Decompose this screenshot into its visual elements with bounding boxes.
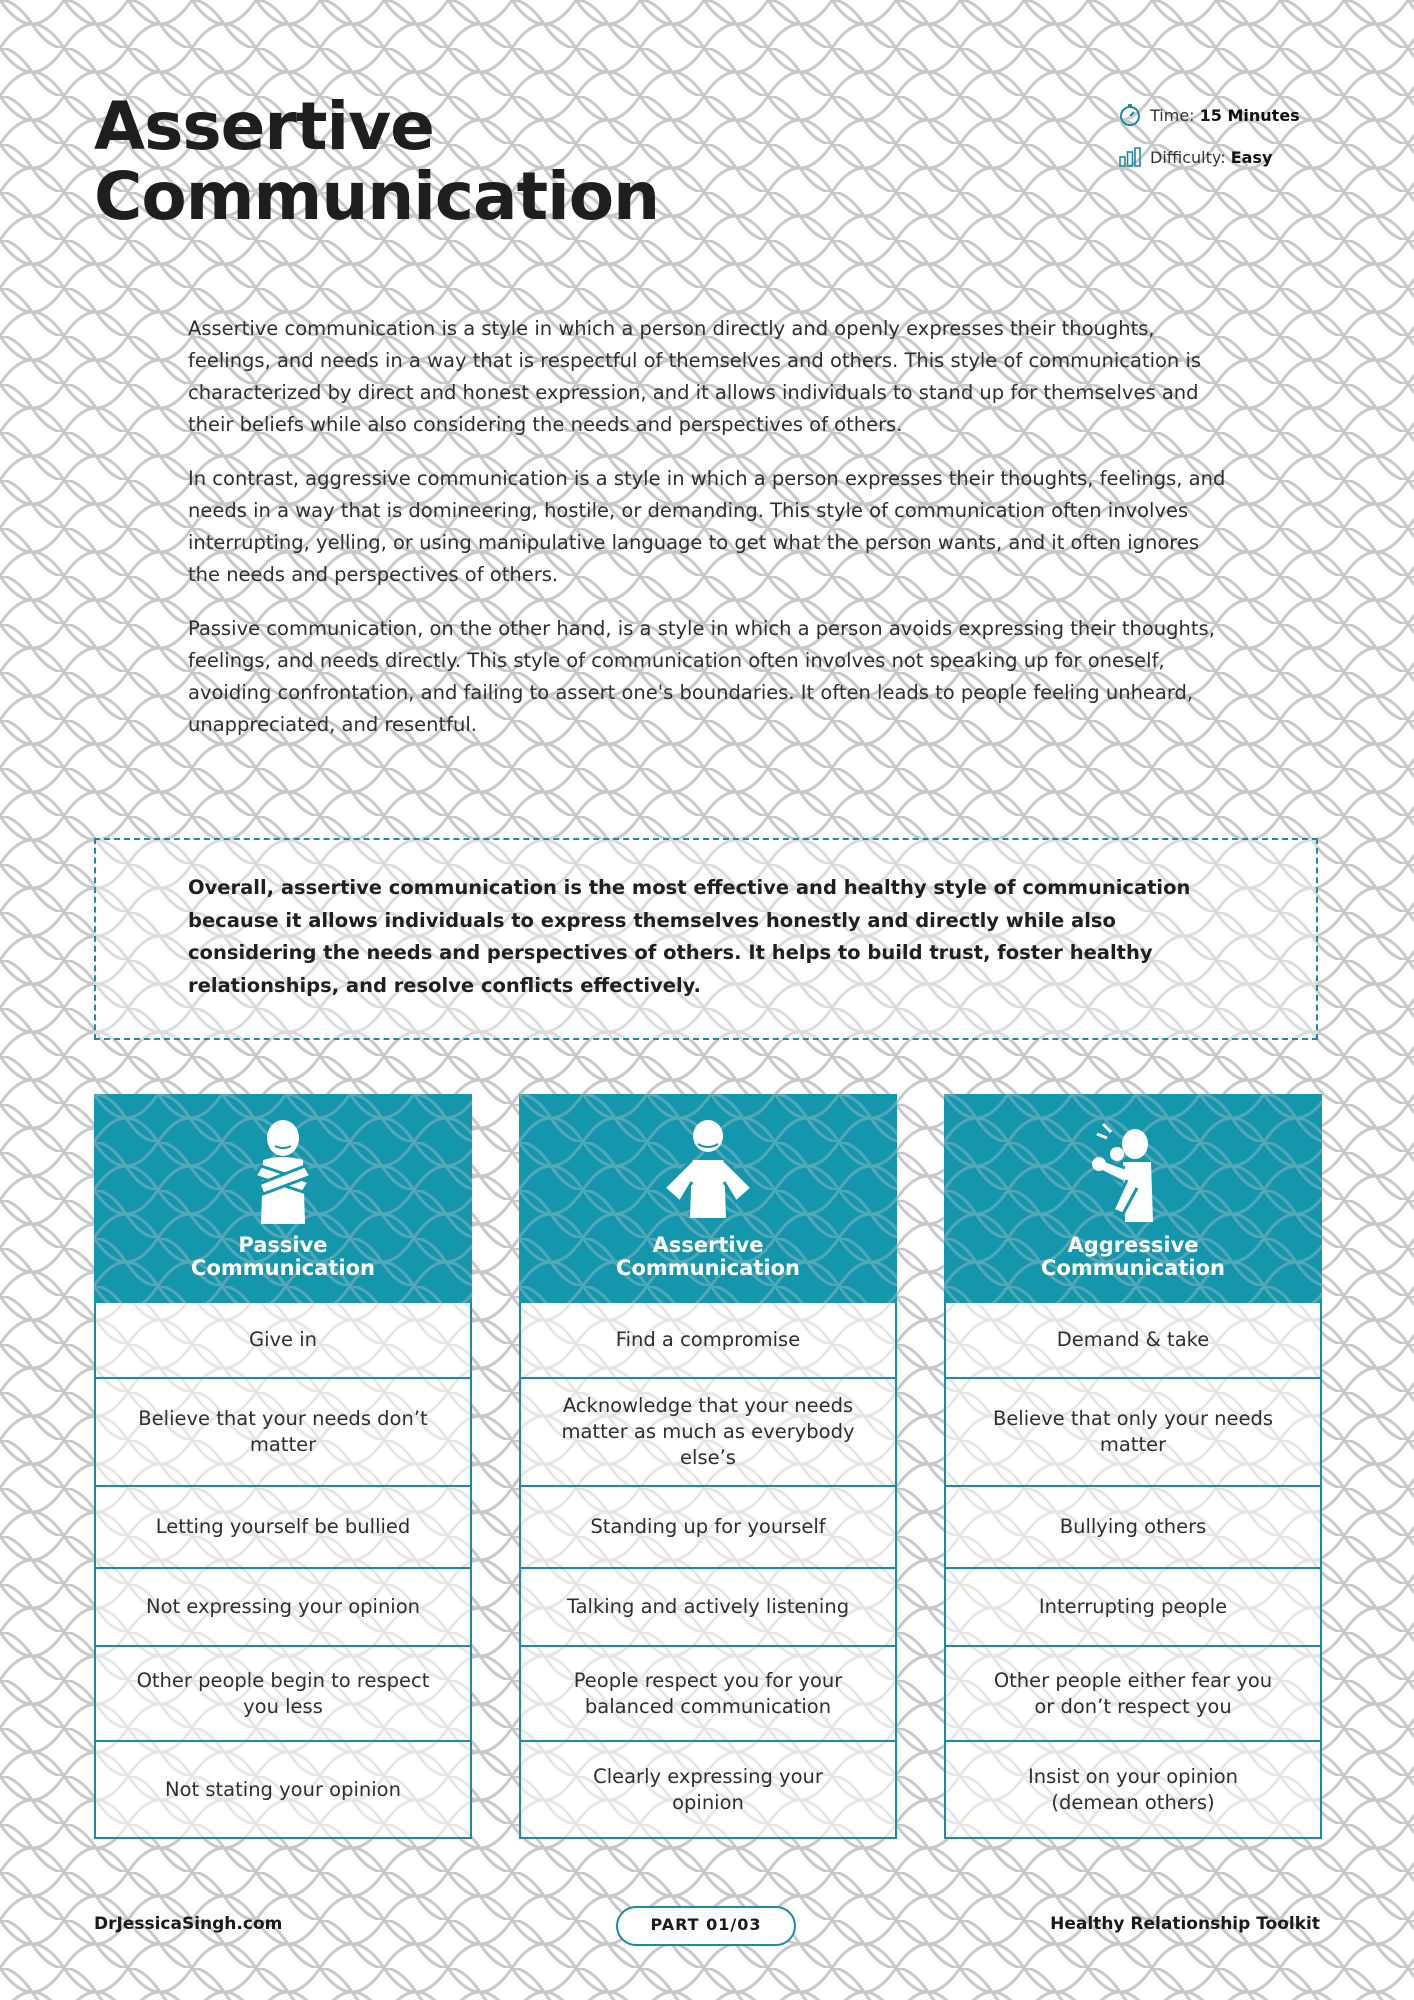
cell-text: Talking and actively listening (566, 1595, 850, 1618)
callout-text: Overall, assertive communication is the most effective and healthy style of communication because it allows individuals to express themselves honestly and directly while also considering the needs and perspectives of others. It helps to build trust, foster healthy relationships, and resolve conflicts effectively. (188, 876, 1191, 997)
intro-text (188, 313, 1228, 763)
table-cell (519, 1487, 897, 1569)
cell-text: Letting yourself be bullied (155, 1515, 411, 1538)
arms-crossed-person-icon (233, 1118, 333, 1226)
table-cell (944, 1379, 1322, 1487)
cell-text: Bullying others (1059, 1515, 1207, 1538)
intro-paragraph: Passive communication, on the other hand, is a style in which a person avoids expressing their thoughts, feelings, and needs directly. This style of communication often involves not speaking up for oneself, avoiding confrontation, and failing to assert one's boundaries. It often leads to people feeling unheard, unappreciated, and resentful. (188, 617, 1215, 736)
passive-column (94, 1094, 472, 1839)
table-cell (94, 1647, 472, 1742)
footer-toolkit-name: Healthy Relationship Toolkit (1050, 1914, 1320, 1934)
difficulty-meta (1118, 147, 1272, 167)
column-title (519, 1234, 897, 1280)
column-title-line: Communication (1041, 1256, 1225, 1280)
shouting-person-icon (1083, 1118, 1183, 1226)
cell-text: Not stating your opinion (165, 1777, 401, 1801)
cell-text: Not expressing your opinion (145, 1595, 421, 1618)
table-cell (519, 1379, 897, 1487)
column-title-line: Assertive (652, 1233, 764, 1257)
cell-text: Acknowledge that your needs matter as much as everybody else’s (561, 1394, 855, 1469)
aggressive-column (944, 1094, 1322, 1839)
time-value: 15 Minutes (1199, 105, 1300, 125)
table-cell (944, 1303, 1322, 1379)
page-title (94, 88, 660, 235)
table-cell (519, 1303, 897, 1379)
cell-text: Find a compromise (615, 1328, 801, 1351)
table-cell (519, 1742, 897, 1839)
cell-text: Other people either fear you or don’t respect you (993, 1668, 1273, 1718)
column-title-line: Passive (238, 1233, 328, 1257)
difficulty-label: Difficulty: (1150, 147, 1226, 167)
intro-paragraph: Assertive communication is a style in which a person directly and openly expresses their thoughts, feelings, and needs in a way that is respectful of themselves and others. This style of communication is characterized by direct and honest expression, and it allows individuals to stand up for themselves and their beliefs while also considering the needs and perspectives of others. (188, 317, 1202, 436)
column-title-line: Aggressive (1067, 1233, 1199, 1257)
summary-callout (94, 838, 1318, 1040)
hands-on-hips-person-icon (658, 1118, 758, 1226)
column-title (944, 1234, 1322, 1280)
column-header (519, 1094, 897, 1303)
difficulty-value: Easy (1230, 147, 1273, 167)
table-cell (519, 1647, 897, 1742)
cell-text: Clearly expressing your opinion (593, 1764, 823, 1814)
column-title-line: Communication (616, 1256, 800, 1280)
cell-text: Standing up for yourself (590, 1515, 826, 1538)
table-cell (94, 1303, 472, 1379)
assertive-column (519, 1094, 897, 1839)
table-cell (94, 1569, 472, 1647)
title-line-2: Communication (94, 158, 660, 235)
part-indicator: PART 01/03 (616, 1906, 796, 1946)
stopwatch-icon (1118, 103, 1142, 127)
table-cell (944, 1569, 1322, 1647)
cell-text: Other people begin to respect you less (136, 1668, 430, 1718)
table-cell (944, 1647, 1322, 1742)
cell-text: Give in (248, 1328, 318, 1351)
column-title (94, 1234, 472, 1280)
column-header (944, 1094, 1322, 1303)
footer-site-link[interactable]: DrJessicaSingh.com (94, 1914, 283, 1934)
table-cell (944, 1742, 1322, 1839)
bar-chart-icon (1118, 147, 1142, 167)
table-cell (944, 1487, 1322, 1569)
cell-text: Demand & take (1056, 1328, 1210, 1351)
table-cell (94, 1742, 472, 1839)
cell-text: Believe that only your needs matter (992, 1407, 1274, 1456)
cell-text: People respect you for your balanced communication (573, 1668, 843, 1718)
time-label: Time: (1150, 105, 1195, 125)
table-cell (94, 1487, 472, 1569)
cell-text: Interrupting people (1038, 1595, 1228, 1618)
intro-paragraph: In contrast, aggressive communication is a style in which a person expresses their thoughts, feelings, and needs in a way that is domineering, hostile, or demanding. This style of communication often involves interrupting, yelling, or using manipulative language to get what the person wants, and it often ignores the needs and perspectives of others. (188, 467, 1226, 586)
cell-text: Insist on your opinion (demean others) (1027, 1764, 1238, 1814)
column-header (94, 1094, 472, 1303)
title-line-1: Assertive (94, 88, 434, 165)
cell-text: Believe that your needs don’t matter (138, 1407, 428, 1456)
column-title-line: Communication (191, 1256, 375, 1280)
time-meta (1118, 103, 1300, 127)
table-cell (519, 1569, 897, 1647)
table-cell (94, 1379, 472, 1487)
